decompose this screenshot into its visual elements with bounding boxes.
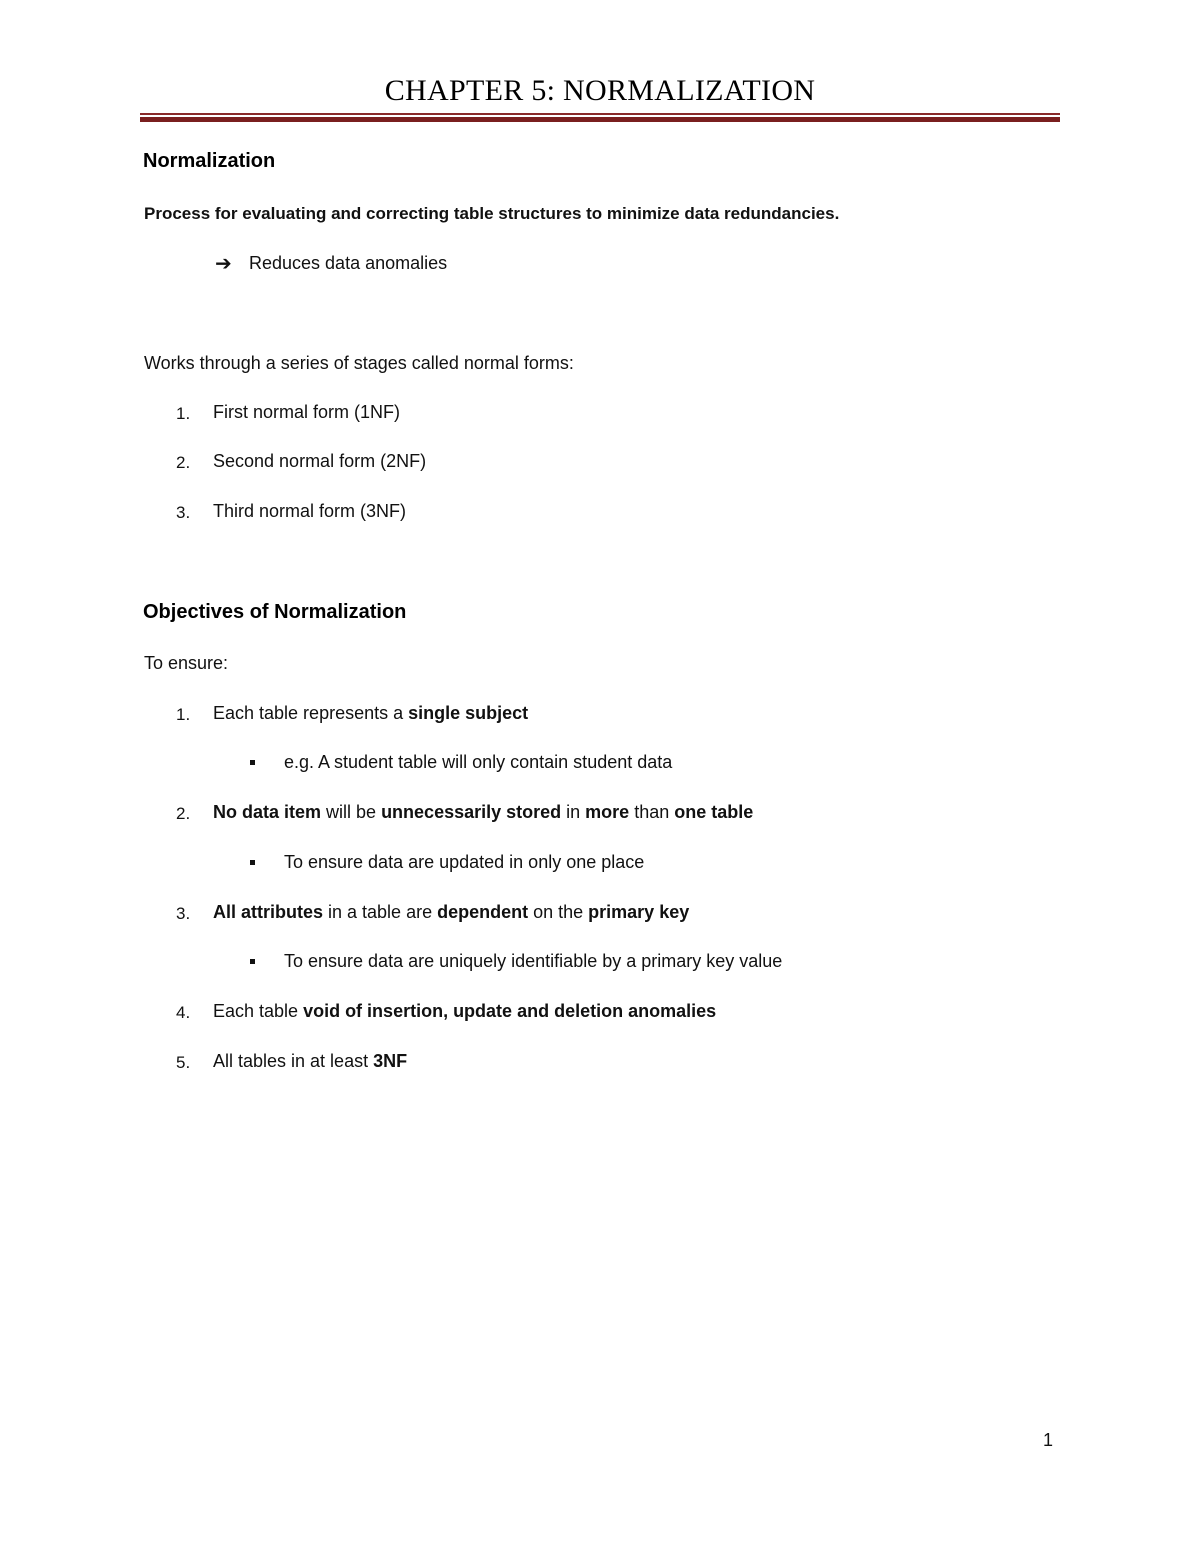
list-number: 3. xyxy=(176,503,191,522)
objective-subitem: To ensure data are uniquely identifiable by a primary key value xyxy=(284,951,783,971)
objective-item: Each table represents a single subject xyxy=(213,703,529,723)
objective-subitem: To ensure data are updated in only one place xyxy=(284,852,645,872)
normal-forms-intro: Works through a series of stages called normal forms: xyxy=(144,353,574,373)
objective-item: All attributes in a table are dependent on the primary key xyxy=(213,902,690,922)
definition-text: Process for evaluating and correcting table structures to minimize data redundancies. xyxy=(144,204,840,223)
square-bullet-icon xyxy=(250,860,255,865)
objective-item: All tables in at least 3NF xyxy=(213,1051,408,1071)
list-item: Second normal form (2NF) xyxy=(213,451,427,471)
chapter-title: CHAPTER 5: NORMALIZATION xyxy=(384,74,816,107)
list-item: Third normal form (3NF) xyxy=(213,501,407,521)
section-heading-objectives: Objectives of Normalization xyxy=(143,601,407,623)
objective-item: No data item will be unnecessarily stored in more than one table xyxy=(213,802,754,822)
arrow-point-text: Reduces data anomalies xyxy=(249,253,448,273)
list-number: 3. xyxy=(176,904,191,923)
list-number: 1. xyxy=(176,404,191,423)
section-heading-normalization: Normalization xyxy=(143,150,276,172)
square-bullet-icon xyxy=(250,760,255,765)
list-number: 1. xyxy=(176,705,191,724)
objective-item: Each table void of insertion, update and deletion anomalies xyxy=(213,1001,717,1021)
objectives-intro: To ensure: xyxy=(144,653,229,673)
objective-subitem: e.g. A student table will only contain student data xyxy=(284,752,673,772)
list-item: First normal form (1NF) xyxy=(213,402,401,422)
square-bullet-icon xyxy=(250,959,255,964)
list-number: 2. xyxy=(176,804,191,823)
list-number: 2. xyxy=(176,453,191,472)
arrow-right-icon: ➔ xyxy=(215,253,232,275)
list-number: 5. xyxy=(176,1053,191,1072)
list-number: 4. xyxy=(176,1003,191,1022)
title-rule-thick xyxy=(140,117,1060,122)
title-rule-thin xyxy=(140,113,1060,115)
page-number: 1 xyxy=(1043,1430,1054,1450)
